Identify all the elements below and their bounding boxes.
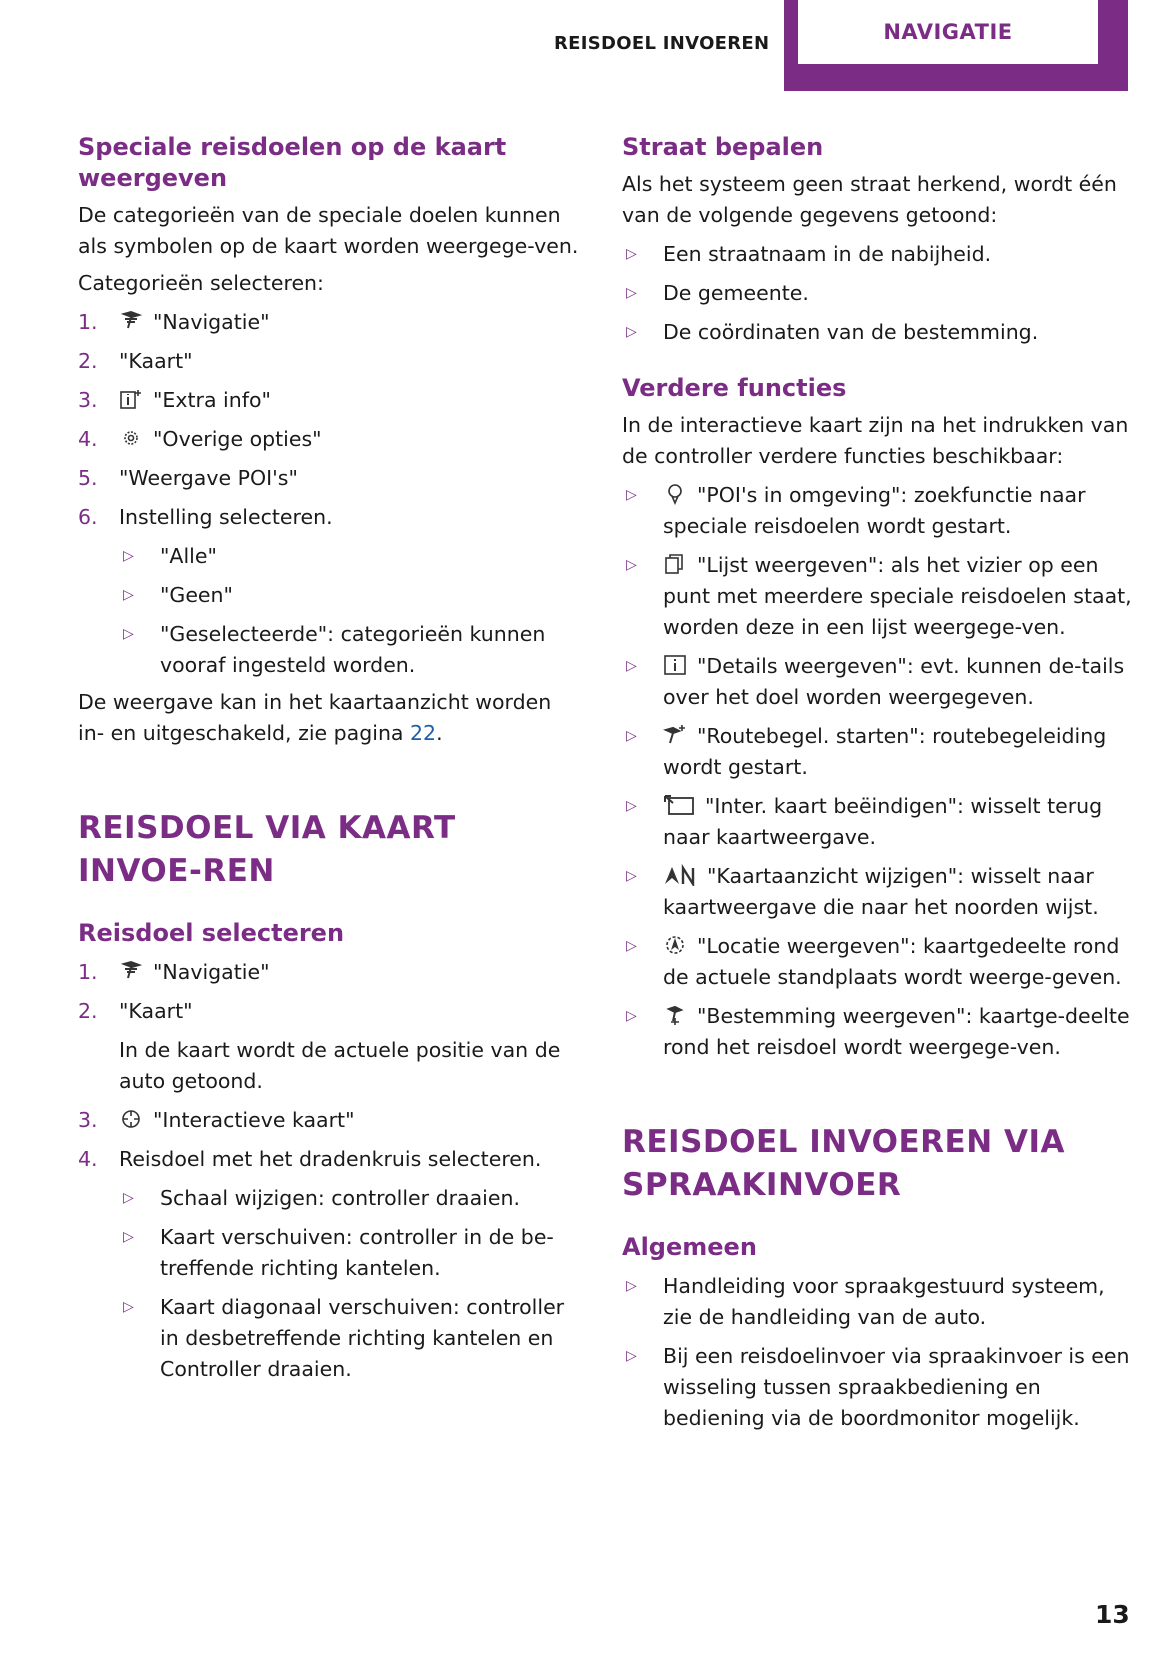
heading-map-entry: REISDOEL VIA KAART INVOE-REN	[78, 810, 456, 889]
destination-icon	[663, 1004, 687, 1026]
triangle-bullet-icon: ▷	[123, 1299, 134, 1315]
list-item: 6. Instelling selecteren. ▷ "Alle" ▷ "Geen" ▷ "Geselecteerde": categorieën kunnen vooraf ingesteld worden.	[78, 502, 583, 681]
location-icon	[663, 934, 687, 956]
navigation-flag-icon	[119, 310, 143, 332]
list-item: ▷ Kaart verschuiven: controller in de be-treffende richting kantelen.	[119, 1222, 583, 1284]
triangle-bullet-icon: ▷	[123, 548, 134, 564]
right-column	[622, 132, 1137, 1434]
heading-select-destination: Reisdoel selecteren	[78, 919, 345, 947]
list-item: ▷ De coördinaten van de bestemming.	[622, 317, 1137, 348]
exit-map-icon	[663, 794, 695, 816]
gear-icon	[119, 427, 143, 449]
triangle-bullet-icon: ▷	[123, 1190, 134, 1206]
triangle-bullet-icon: ▷	[626, 557, 637, 573]
navigation-flag-icon	[119, 960, 143, 982]
list-item: ▷ "POI's in omgeving": zoekfunctie naar speciale reisdoelen wordt gestart.	[622, 480, 1137, 542]
functions-list	[622, 480, 1137, 1063]
triangle-bullet-icon: ▷	[626, 868, 637, 884]
list-item: ▷ "Inter. kaart beëindigen": wisselt terug naar kaartweergave.	[622, 791, 1137, 853]
list-item: 2. "Kaart" In de kaart wordt de actuele positie van de auto getoond.	[78, 996, 583, 1097]
info-icon	[663, 654, 687, 676]
list-item: 2. "Kaart"	[78, 349, 193, 373]
list-item: 1. "Navigatie"	[78, 960, 270, 984]
list-item: ▷ "Kaartaanzicht wijzigen": wisselt naar kaartweergave die naar het noorden wijst.	[622, 861, 1137, 923]
list-item: 4. "Overige opties"	[78, 427, 322, 451]
triangle-bullet-icon: ▷	[626, 246, 637, 262]
list-item: ▷ "Geen"	[119, 580, 583, 611]
heading-more-functions: Verdere functies	[622, 374, 847, 402]
crosshair-icon	[119, 1108, 143, 1130]
street-list	[622, 239, 1137, 348]
paragraph: In de interactieve kaart zijn na het indrukken van de controller verdere functies beschikbaar:	[622, 413, 1129, 468]
list-item: ▷ "Bestemming weergeven": kaartge-deelte rond het reisdoel wordt weergege-ven.	[622, 1001, 1137, 1063]
general-list	[622, 1271, 1137, 1434]
triangle-bullet-icon: ▷	[626, 285, 637, 301]
triangle-bullet-icon: ▷	[626, 487, 637, 503]
triangle-bullet-icon: ▷	[123, 1229, 134, 1245]
list-item: ▷ "Lijst weergeven": als het vizier op een punt met meerdere speciale reisdoelen staat, worden deze in een lijst weergege-ven.	[622, 550, 1137, 643]
triangle-bullet-icon: ▷	[626, 1348, 637, 1364]
extra-info-icon	[119, 388, 143, 410]
list-item: ▷ "Details weergeven": evt. kunnen de-tails over het doel worden weergegeven.	[622, 651, 1137, 713]
triangle-bullet-icon: ▷	[626, 658, 637, 674]
heading-voice-entry: REISDOEL INVOEREN VIA SPRAAKINVOER	[622, 1124, 1065, 1203]
list-item: ▷ "Locatie weergeven": kaartgedeelte rond de actuele standplaats wordt weerge-geven.	[622, 931, 1137, 993]
list-item: ▷ "Geselecteerde": categorieën kunnen vooraf ingesteld worden.	[119, 619, 583, 681]
list-item: ▷ Bij een reisdoelinvoer via spraakinvoer is een wisseling tussen spraakbediening en bediening via de boordmonitor mogelijk.	[622, 1341, 1137, 1434]
step-note: In de kaart wordt de actuele positie van de auto getoond.	[119, 1038, 561, 1093]
heading-street: Straat bepalen	[622, 133, 824, 161]
list-item: 5. "Weergave POI's"	[78, 466, 298, 490]
triangle-bullet-icon: ▷	[626, 1008, 637, 1024]
paragraph: Categorieën selecteren:	[78, 271, 324, 295]
paragraph: De categorieën van de speciale doelen kunnen als symbolen op de kaart worden weergege-ven.	[78, 203, 579, 258]
list-item: ▷ "Routebegel. starten": routebegeleiding wordt gestart.	[622, 721, 1137, 783]
list-item: ▷ Schaal wijzigen: controller draaien.	[119, 1183, 583, 1214]
page-link[interactable]: 22	[410, 721, 437, 745]
list-item: 3. "Interactieve kaart"	[78, 1108, 355, 1132]
list-item: ▷ Een straatnaam in de nabijheid.	[622, 239, 1137, 270]
triangle-bullet-icon: ▷	[626, 798, 637, 814]
chapter-tab	[784, 0, 1128, 91]
list-item: ▷ De gemeente.	[622, 278, 1137, 309]
paragraph: Als het systeem geen straat herkend, wordt één van de volgende gegevens getoond:	[622, 172, 1117, 227]
triangle-bullet-icon: ▷	[123, 626, 134, 642]
triangle-bullet-icon: ▷	[123, 587, 134, 603]
left-column	[78, 132, 583, 1385]
poi-icon	[663, 483, 687, 505]
running-header: REISDOEL INVOEREN	[554, 33, 770, 54]
steps-list	[78, 307, 583, 681]
sub-steps-list	[119, 1183, 583, 1385]
heading-general: Algemeen	[622, 1233, 757, 1261]
heading-special-destinations: Speciale reisdoelen op de kaart weergeven	[78, 133, 507, 192]
chapter-tab-label: NAVIGATIE	[883, 20, 1013, 44]
list-icon	[663, 553, 687, 575]
options-list	[119, 541, 583, 681]
triangle-bullet-icon: ▷	[626, 1278, 637, 1294]
triangle-bullet-icon: ▷	[626, 728, 637, 744]
triangle-bullet-icon: ▷	[626, 938, 637, 954]
triangle-bullet-icon: ▷	[626, 324, 637, 340]
list-item: 4. Reisdoel met het dradenkruis selecteren. ▷ Schaal wijzigen: controller draaien. ▷ Kaart verschuiven: controller in de be-treffende richting kantelen. ▷ Kaart diagonaal verschuiven: controller in desbetreffende richting kantelen en Controller draaien.	[78, 1144, 583, 1385]
list-item: ▷ "Alle"	[119, 541, 583, 572]
list-item: ▷ Kaart diagonaal verschuiven: controller in desbetreffende richting kantelen en Controller draaien.	[119, 1292, 583, 1385]
steps-list	[78, 957, 583, 1385]
list-item: ▷ Handleiding voor spraakgestuurd systeem, zie de handleiding van de auto.	[622, 1271, 1137, 1333]
route-icon	[663, 724, 687, 746]
paragraph: De weergave kan in het kaartaanzicht worden in- en uitgeschakeld, zie pagina 22.	[78, 690, 552, 745]
list-item: 3. "Extra info"	[78, 388, 271, 412]
page-number: 13	[1095, 1600, 1130, 1629]
north-icon	[663, 864, 697, 886]
list-item: 1. "Navigatie"	[78, 310, 270, 334]
